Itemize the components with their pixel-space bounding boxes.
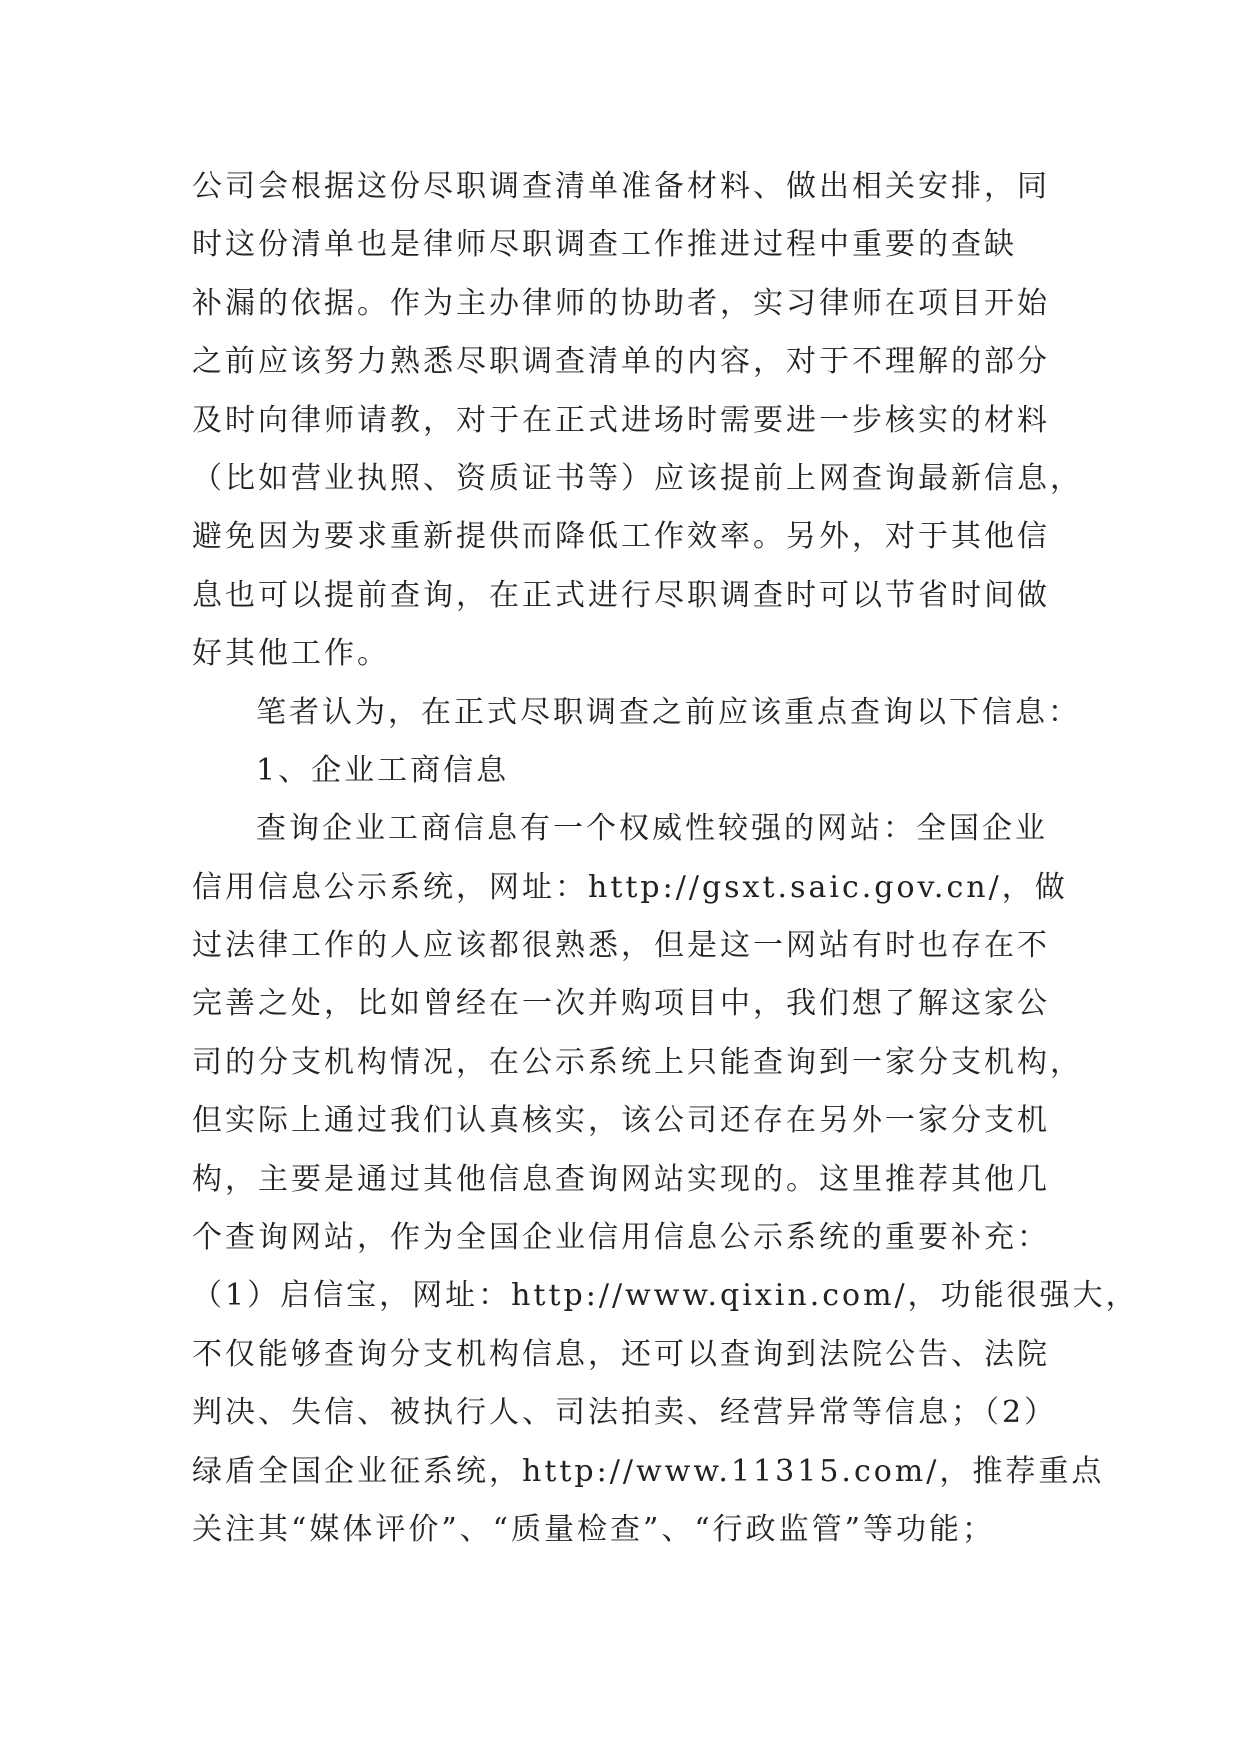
text-line: 之前应该努力熟悉尽职调查清单的内容，对于不理解的部分 [192, 344, 1050, 380]
text-line: 及时向律师请教，对于在正式进场时需要进一步核实的材料 [192, 402, 1050, 438]
text-line: 判决、失信、被执行人、司法拍卖、经营异常等信息；（2） [192, 1395, 1058, 1431]
text-line: 完善之处，比如曾经在一次并购项目中，我们想了解这家公 [192, 986, 1050, 1022]
text-line: 绿盾全国企业征系统，http://www.11315.com/，推荐重点 [192, 1453, 1105, 1489]
text-line: 关注其“媒体评价”、“质量检查”、“行政监管”等功能； [192, 1511, 996, 1547]
text-line: 避免因为要求重新提供而降低工作效率。另外，对于其他信 [192, 519, 1050, 555]
text-line: 但实际上通过我们认真核实，该公司还存在另外一家分支机 [192, 1103, 1050, 1139]
text-line: 好其他工作。 [192, 636, 390, 672]
text-line: 公司会根据这份尽职调查清单准备材料、做出相关安排，同 [192, 169, 1050, 204]
text-line: 司的分支机构情况，在公示系统上只能查询到一家分支机构， [192, 1044, 1083, 1080]
text-line: 不仅能够查询分支机构信息，还可以查询到法院公告、法院 [192, 1336, 1050, 1372]
text-line: 过法律工作的人应该都很熟悉，但是这一网站有时也存在不 [192, 928, 1050, 964]
text-line: 构，主要是通过其他信息查询网站实现的。这里推荐其他几 [192, 1161, 1050, 1197]
text-line: 笔者认为，在正式尽职调查之前应该重点查询以下信息： [256, 694, 1081, 730]
text-line: 信用信息公示系统，网址：http://gsxt.saic.gov.cn/，做 [192, 869, 1068, 905]
text-line: 息也可以提前查询，在正式进行尽职调查时可以节省时间做 [192, 577, 1050, 613]
text-line: 时这份清单也是律师尽职调查工作推进过程中重要的查缺 [192, 227, 1017, 263]
text-line: （1）启信宝，网址：http://www.qixin.com/，功能很强大， [192, 1278, 1139, 1314]
text-line: 查询企业工商信息有一个权威性较强的网站：全国企业 [256, 811, 1048, 847]
text-line: （比如营业执照、资质证书等）应该提前上网查询最新信息， [192, 460, 1083, 496]
text-line: 个查询网站，作为全国企业信用信息公示系统的重要补充： [192, 1220, 1050, 1256]
text-line: 补漏的依据。作为主办律师的协助者，实习律师在项目开始 [192, 285, 1050, 321]
section-heading: 1、企业工商信息 [256, 752, 510, 788]
document-body [192, 158, 1139, 1559]
